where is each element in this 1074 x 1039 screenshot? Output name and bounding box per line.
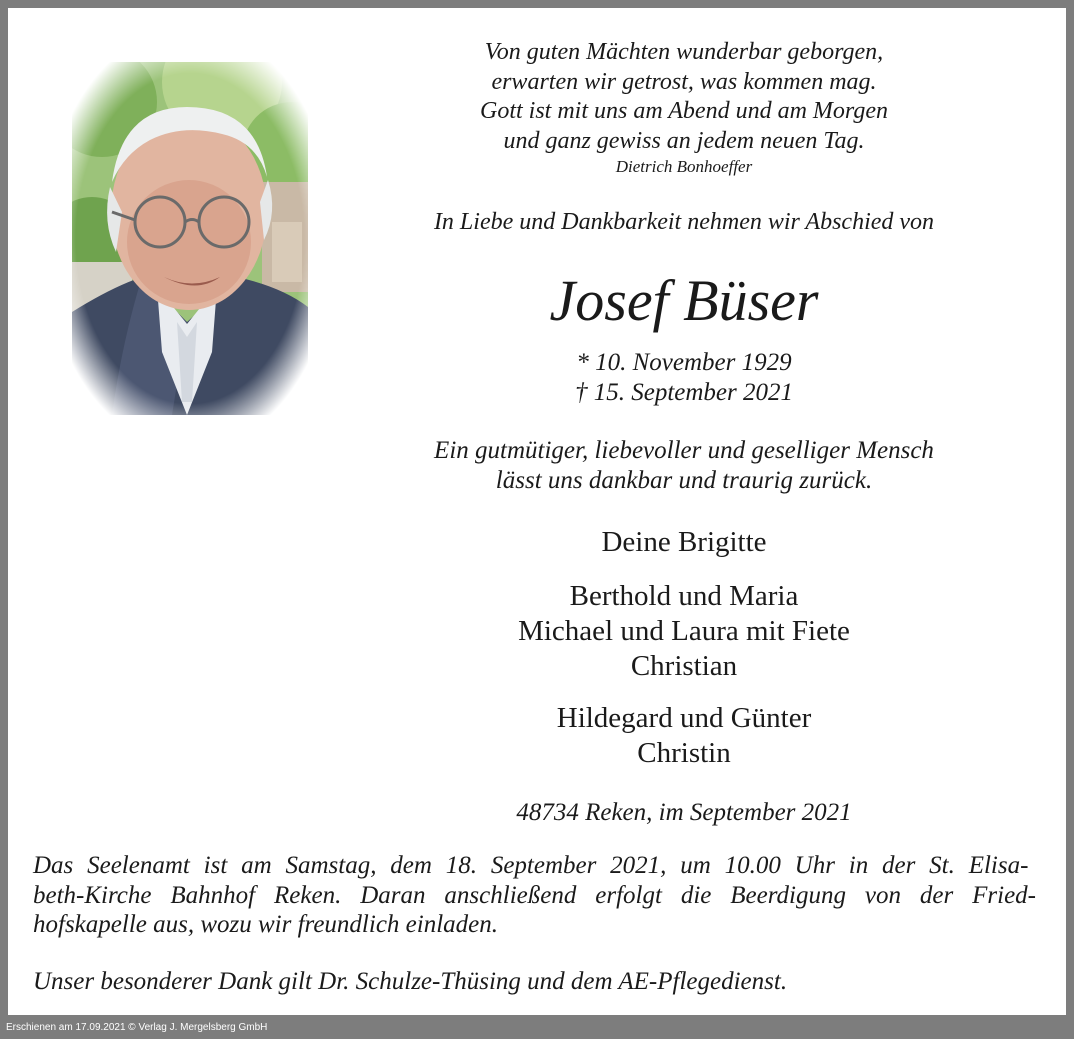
poem-line: erwarten wir getrost, was kommen mag. bbox=[491, 68, 877, 95]
funeral-line: hofskapelle aus, wozu wir freundlich einladen. bbox=[33, 911, 499, 938]
publication-footer: Erschienen am 17.09.2021 © Verlag J. Mergelsberg GmbH bbox=[6, 1022, 268, 1033]
family-member: Christian bbox=[630, 650, 738, 682]
family-member: Berthold und Maria bbox=[569, 580, 799, 612]
poem-line: Gott ist mit uns am Abend und am Morgen bbox=[480, 98, 888, 124]
deceased-name: Josef Büser bbox=[549, 268, 819, 333]
family-group-relatives bbox=[384, 701, 984, 771]
poem-line: und ganz gewiss an jedem neuen Tag. bbox=[503, 127, 865, 154]
portrait-photo bbox=[72, 62, 308, 415]
poem-line: Von guten Mächten wunderbar geborgen, bbox=[484, 39, 884, 65]
farewell-intro: In Liebe und Dankbarkeit nehmen wir Abschied von bbox=[433, 209, 935, 235]
death-date: † 15. September 2021 bbox=[574, 379, 794, 406]
portrait-image bbox=[72, 62, 308, 415]
place-and-date: 48734 Reken, im September 2021 bbox=[516, 799, 852, 826]
family-member: Hildegard und Günter bbox=[556, 702, 812, 734]
birth-date: * 10. November 1929 bbox=[576, 349, 792, 376]
funeral-notice bbox=[33, 851, 1036, 940]
life-dates bbox=[384, 348, 984, 408]
family-member: Christin bbox=[637, 737, 731, 769]
family-group-children bbox=[384, 579, 984, 684]
poem bbox=[384, 38, 984, 156]
family-member: Deine Brigitte bbox=[601, 526, 767, 558]
obituary-card bbox=[8, 8, 1066, 1015]
tribute-line: Ein gutmütiger, liebevoller und geselliger Mensch bbox=[434, 437, 934, 464]
funeral-line: beth-Kirche Bahnhof Reken. Daran anschließend erfolgt die Beerdigung von der Fried- bbox=[33, 881, 1036, 909]
family-group-spouse bbox=[384, 525, 984, 560]
family-member: Michael und Laura mit Fiete bbox=[518, 615, 850, 647]
thanks-note: Unser besonderer Dank gilt Dr. Schulze-Thüsing und dem AE-Pflegedienst. bbox=[33, 968, 788, 995]
tribute-line: lässt uns dankbar und traurig zurück. bbox=[495, 467, 873, 494]
poem-author: Dietrich Bonhoeffer bbox=[615, 157, 753, 176]
tribute bbox=[384, 436, 984, 496]
funeral-line: Das Seelenamt ist am Samstag, dem 18. September 2021, um 10.00 Uhr in der St. Elisa- bbox=[33, 852, 1029, 879]
